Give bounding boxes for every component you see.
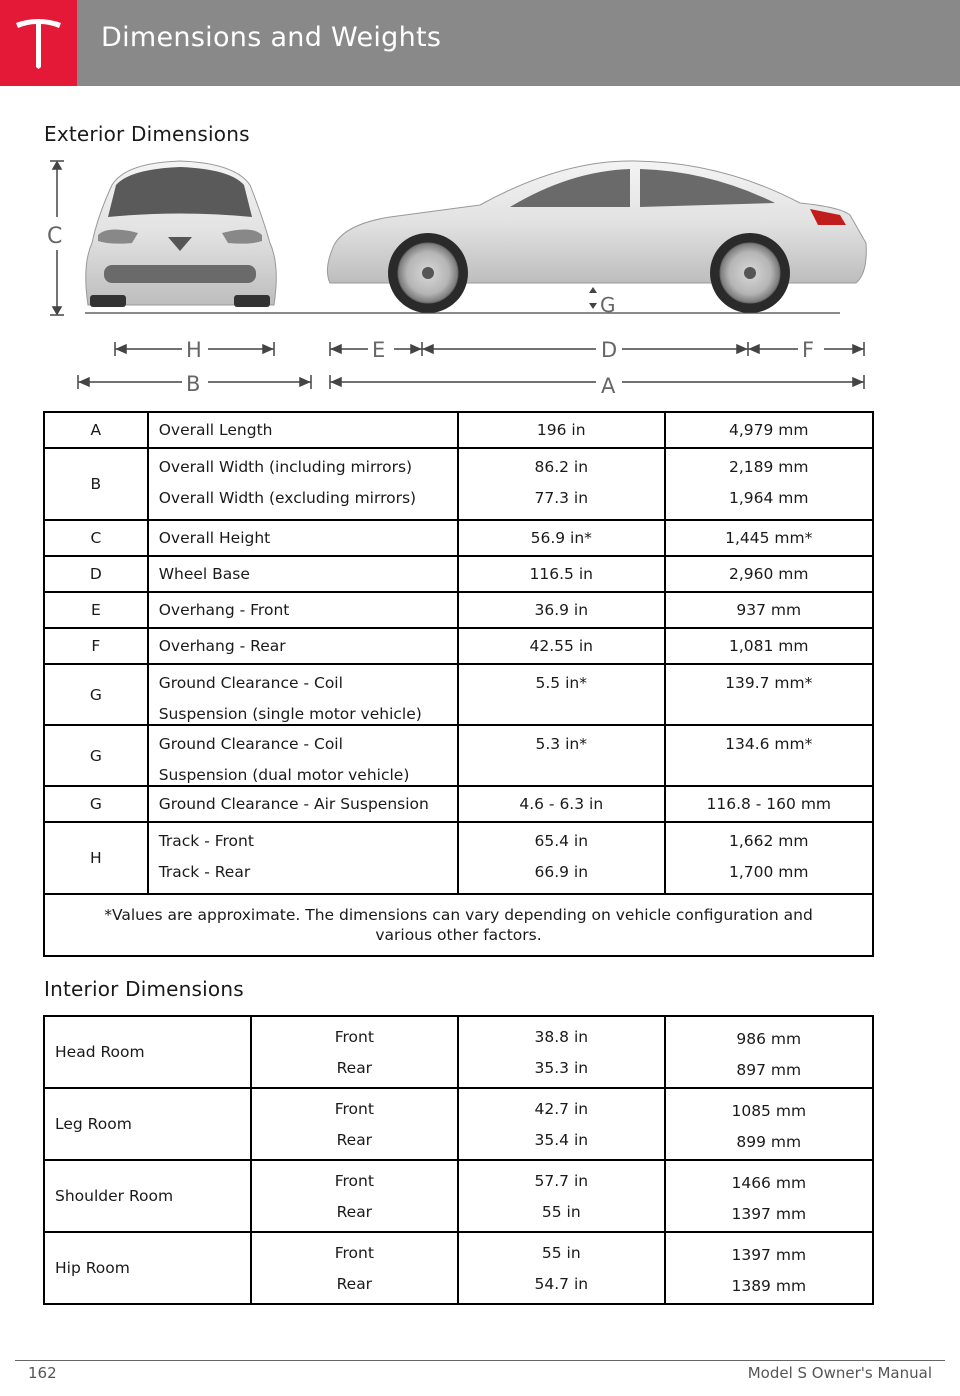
cell-line: 899 mm	[736, 1133, 802, 1151]
interior-mm	[665, 1088, 873, 1160]
cell-line: 1,964 mm	[729, 489, 809, 507]
cell-line: 42.7 in	[534, 1100, 589, 1118]
cell-line: 1,700 mm	[729, 863, 809, 881]
cell-line: 4,979 mm	[729, 421, 809, 439]
dimension-code: C	[44, 520, 148, 556]
cell-line: Ground Clearance - Air Suspension	[158, 795, 429, 813]
cell-line: 116.8 - 160 mm	[706, 795, 832, 813]
cell-line: Rear	[336, 1203, 373, 1221]
table-row	[44, 894, 873, 956]
cell-line: Overall Height	[158, 529, 271, 547]
table-row	[44, 822, 873, 894]
diagram-label-a: A	[601, 374, 616, 398]
cell-line: Overall Width (including mirrors)	[158, 458, 413, 476]
interior-position	[251, 1016, 458, 1088]
dimension-inches	[458, 822, 664, 894]
interior-inches	[458, 1088, 664, 1160]
dimension-a-marker	[330, 375, 864, 389]
cell-line: Overhang - Rear	[158, 637, 286, 655]
page-header	[0, 0, 960, 86]
cell-line: Rear	[336, 1275, 373, 1293]
dimension-d-marker	[422, 342, 748, 356]
cell-line: 65.4 in	[534, 832, 589, 850]
cell-line: 5.5 in*	[535, 674, 587, 692]
table-row	[44, 1088, 873, 1160]
cell-line: 36.9 in	[534, 601, 589, 619]
cell-line: 2,960 mm	[729, 565, 809, 583]
cell-line: 35.3 in	[534, 1059, 589, 1077]
cell-line: Track - Rear	[158, 863, 251, 881]
interior-measure-name: Hip Room	[44, 1232, 251, 1304]
dimension-code: F	[44, 628, 148, 664]
dimension-label	[148, 664, 458, 725]
interior-mm	[665, 1160, 873, 1232]
dimension-code: E	[44, 592, 148, 628]
tesla-logo-icon	[14, 17, 63, 69]
cell-line: 1,445 mm*	[725, 529, 813, 547]
front-view-car-image	[86, 161, 277, 307]
dimension-mm	[665, 628, 874, 664]
cell-line: Rear	[336, 1131, 373, 1149]
cell-line: Ground Clearance - Coil	[158, 735, 343, 753]
cell-line: Ground Clearance - Coil	[158, 674, 343, 692]
dimension-inches	[458, 412, 664, 448]
cell-line: 56.9 in*	[530, 529, 592, 547]
table-row	[44, 725, 873, 786]
cell-line: 55 in	[541, 1244, 581, 1262]
table-row	[44, 412, 873, 448]
cell-line: 986 mm	[736, 1030, 802, 1048]
approximate-values-note: *Values are approximate. The dimensions can vary depending on vehicle configuration and various other factors.	[44, 894, 873, 956]
cell-line: Front	[334, 1172, 374, 1190]
cell-line: 1,081 mm	[729, 637, 809, 655]
cell-line: 937 mm	[736, 601, 802, 619]
page-number: 162	[28, 1364, 57, 1382]
cell-line: 134.6 mm*	[725, 735, 813, 753]
cell-line: 54.7 in	[534, 1275, 589, 1293]
diagram-label-f: F	[802, 338, 815, 362]
cell-line: 2,189 mm	[729, 458, 809, 476]
dimension-mm	[665, 448, 874, 520]
dimension-inches	[458, 448, 664, 520]
interior-position	[251, 1232, 458, 1304]
table-row	[44, 1232, 873, 1304]
cell-line: 4.6 - 6.3 in	[519, 795, 604, 813]
cell-line: 1085 mm	[731, 1102, 807, 1120]
cell-line: 5.3 in*	[535, 735, 587, 753]
cell-line: 38.8 in	[534, 1028, 589, 1046]
dimension-inches	[458, 520, 664, 556]
cell-line: Front	[334, 1244, 374, 1262]
dimension-inches	[458, 592, 664, 628]
dimension-inches	[458, 725, 664, 786]
cell-line: 86.2 in	[534, 458, 589, 476]
exterior-dimensions-table	[43, 411, 874, 957]
cell-line: Suspension (single motor vehicle)	[158, 705, 422, 723]
dimension-g-marker	[589, 287, 597, 309]
vehicle-dimension-diagram	[40, 155, 880, 405]
dimension-mm	[665, 786, 874, 822]
dimension-code: G	[44, 786, 148, 822]
cell-line: Overhang - Front	[158, 601, 290, 619]
table-row	[44, 556, 873, 592]
cell-line: 35.4 in	[534, 1131, 589, 1149]
dimension-mm	[665, 592, 874, 628]
cell-line: 116.5 in	[529, 565, 593, 583]
dimension-label	[148, 556, 458, 592]
dimension-mm	[665, 664, 874, 725]
dimension-label	[148, 786, 458, 822]
interior-mm	[665, 1016, 873, 1088]
cell-line: 897 mm	[736, 1061, 802, 1079]
interior-measure-name: Leg Room	[44, 1088, 251, 1160]
interior-inches	[458, 1232, 664, 1304]
diagram-label-c: C	[47, 224, 63, 249]
table-row	[44, 664, 873, 725]
table-row	[44, 786, 873, 822]
interior-dimensions-heading: Interior Dimensions	[44, 977, 244, 1001]
dimension-label	[148, 448, 458, 520]
cell-line: Overall Width (excluding mirrors)	[158, 489, 417, 507]
cell-line: 1466 mm	[731, 1174, 807, 1192]
logo-box	[0, 0, 77, 86]
footer-rule	[15, 1360, 945, 1361]
dimension-label	[148, 725, 458, 786]
side-view-car-image	[327, 161, 866, 313]
cell-line: Front	[334, 1028, 374, 1046]
diagram-label-g: G	[600, 293, 616, 317]
dimension-code: G	[44, 664, 148, 725]
dimension-label	[148, 592, 458, 628]
table-row	[44, 1160, 873, 1232]
cell-line: Track - Front	[158, 832, 254, 850]
dimension-code: D	[44, 556, 148, 592]
interior-dimensions-table	[43, 1015, 874, 1305]
diagram-label-d: D	[601, 338, 618, 362]
table-row	[44, 448, 873, 520]
dimension-code: H	[44, 822, 148, 894]
table-row	[44, 628, 873, 664]
dimension-mm	[665, 520, 874, 556]
cell-line: 66.9 in	[534, 863, 589, 881]
exterior-dimensions-heading: Exterior Dimensions	[44, 122, 250, 146]
dimension-mm	[665, 822, 874, 894]
dimension-code: A	[44, 412, 148, 448]
dimension-mm	[665, 725, 874, 786]
interior-position	[251, 1088, 458, 1160]
cell-line: 57.7 in	[534, 1172, 589, 1190]
dimension-mm	[665, 412, 874, 448]
dimension-inches	[458, 556, 664, 592]
cell-line: 139.7 mm*	[725, 674, 813, 692]
dimension-inches	[458, 786, 664, 822]
cell-line: Front	[334, 1100, 374, 1118]
dimension-inches	[458, 664, 664, 725]
diagram-label-e: E	[372, 338, 386, 362]
cell-line: 1389 mm	[731, 1277, 807, 1295]
cell-line: 77.3 in	[534, 489, 589, 507]
cell-line: Overall Length	[158, 421, 273, 439]
cell-line: 1397 mm	[731, 1205, 807, 1223]
cell-line: Rear	[336, 1059, 373, 1077]
interior-position	[251, 1160, 458, 1232]
interior-mm	[665, 1232, 873, 1304]
cell-line: Wheel Base	[158, 565, 250, 583]
dimension-mm	[665, 556, 874, 592]
dimension-inches	[458, 628, 664, 664]
cell-line: 55 in	[541, 1203, 581, 1221]
diagram-label-b: B	[186, 372, 201, 396]
interior-measure-name: Head Room	[44, 1016, 251, 1088]
dimension-code: G	[44, 725, 148, 786]
cell-line: 42.55 in	[529, 637, 593, 655]
table-row	[44, 1016, 873, 1088]
cell-line: 1,662 mm	[729, 832, 809, 850]
manual-name: Model S Owner's Manual	[747, 1364, 932, 1382]
interior-inches	[458, 1160, 664, 1232]
dimension-label	[148, 520, 458, 556]
table-row	[44, 520, 873, 556]
dimension-code: B	[44, 448, 148, 520]
diagram-label-h: H	[186, 338, 202, 362]
page-title: Dimensions and Weights	[101, 22, 442, 53]
dimension-label	[148, 822, 458, 894]
dimension-label	[148, 628, 458, 664]
cell-line: 196 in	[536, 421, 586, 439]
interior-measure-name: Shoulder Room	[44, 1160, 251, 1232]
table-row	[44, 592, 873, 628]
interior-inches	[458, 1016, 664, 1088]
cell-line: 1397 mm	[731, 1246, 807, 1264]
cell-line: Suspension (dual motor vehicle)	[158, 766, 410, 784]
dimension-label	[148, 412, 458, 448]
